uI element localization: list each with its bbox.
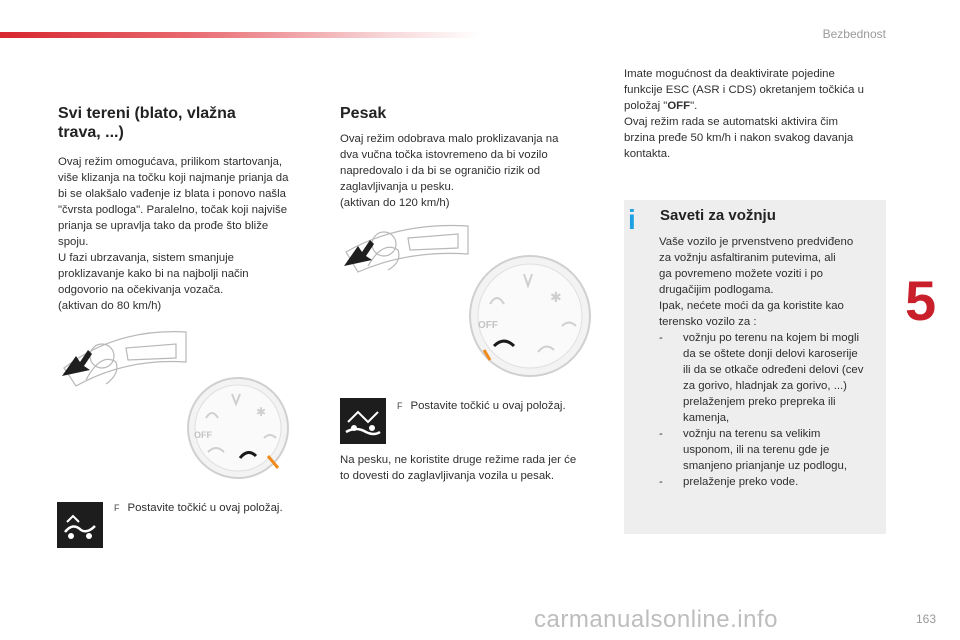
list-item: - vožnju na terenu sa velikim usponom, ili na terenu gde je smanjeno prianjanje uz podlogu,	[659, 428, 848, 472]
all-terrain-title: Svi tereni (blato, vlažna trava, ...)	[58, 105, 236, 141]
watermark: carmanualsonline.info	[534, 606, 778, 633]
page-number: 163	[916, 612, 937, 626]
section-title: Bezbednost	[822, 27, 886, 41]
chapter-number: 5	[905, 269, 937, 332]
pointer-arrow-icon	[62, 350, 92, 376]
header-accent-bar	[0, 32, 480, 38]
list-item: - prelaženje preko vode.	[659, 476, 799, 488]
list-item: - vožnju po terenu na kojem bi mogli da se oštete donji delovi karoserije ili da se otkače određeni delovi (cev za gorivo, hladnjak za gorivo, ...) prelaženjem preko prepreka ili kamenja,	[659, 332, 864, 424]
svg-text:OFF: OFF	[194, 430, 212, 440]
all-terrain-instruction: F Postavite točkić u ovaj položaj.	[114, 502, 283, 514]
dashboard-dial-illustration-2	[338, 222, 608, 392]
esc-deactivation-text: Imate mogućnost da deaktivirate pojedine funkcije ESC (ASR i CDS) okretanjem točkića u položaj "OFF". Ovaj režim rada se automatski aktivira čim brzina pređe 50 km/h i nakon svakog davanja kontakta.	[624, 68, 864, 160]
svg-text:✱: ✱	[550, 289, 562, 305]
info-icon: i	[628, 204, 636, 235]
dashboard-dial-illustration-1	[56, 322, 306, 490]
sand-title: Pesak	[340, 105, 387, 122]
sand-description: Ovaj režim odobrava malo proklizavanja na dva vučna točka istovremeno da bi vozilo napredovalo i da bi se ograničio rizik od zaglavljivanja u pesku. (aktivan do 120 km/h)	[340, 133, 559, 209]
driving-tips-body: Vaše vozilo je prvenstveno predviđeno za vožnju asfaltiranim putevima, ali ga povremeno možete voziti i po drugačijim podlogama. Ipak, nećete moći da ga koristite kao terensko vozilo za : - vožnju po terenu na kojem bi mogli da se oštete donji delovi karoserije ili da se otkače određeni delovi (cev za gorivo, hladnjak za gorivo, ...) prelaženjem preko prepreka ili kamenja, - vožnju na terenu sa velikim usponom, ili na terenu gde je smanjeno prianjanje uz podlogu, - prelaženje preko vode.	[659, 236, 864, 488]
svg-text:OFF: OFF	[478, 320, 498, 331]
pointer-arrow-icon	[344, 240, 374, 266]
sand-section	[340, 104, 600, 211]
svg-text:✱: ✱	[256, 405, 267, 419]
all-terrain-description: Ovaj režim omogućava, prilikom startovanja, više klizanja na točku koji najmanje prianja da bi se olakšalo vađenje iz blata i ponovo našla "čvrsta podloga". Paralelno, točak koji najviše prianja se upravlja tako da prođe što bliže spoju. U fazi ubrzavanja, sistem smanjuje proklizavanje kako bi na najbolji način odgovorio na očekivanja vozača. (aktivan do 80 km/h)	[58, 156, 289, 312]
mode-dial	[470, 256, 590, 376]
all-terrain-mode-icon	[57, 502, 103, 548]
sand-warning-note: Na pesku, ne koristite druge režime rada jer će to dovesti do zaglavljivanja vozila u pesak.	[340, 454, 577, 482]
mode-dial	[188, 378, 288, 478]
all-terrain-section	[58, 104, 308, 314]
sand-instruction: F Postavite točkić u ovaj položaj.	[397, 400, 566, 412]
driving-tips-title: Saveti za vožnju	[660, 207, 776, 224]
sand-mode-icon	[340, 398, 386, 444]
